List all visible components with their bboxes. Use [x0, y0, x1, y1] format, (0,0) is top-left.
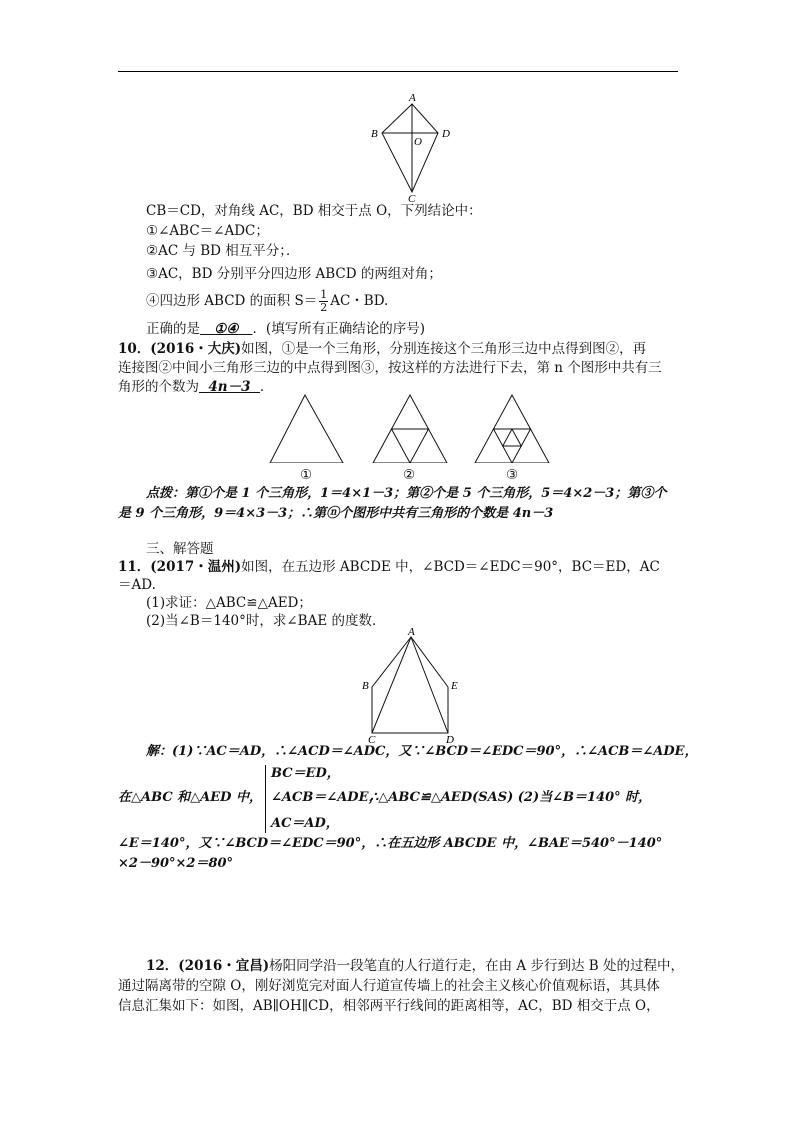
- q10-line3: [118, 378, 273, 396]
- q10-text3-suffix: ．: [259, 379, 274, 395]
- q12-line1: [146, 957, 684, 975]
- q12-line2: 通过隔离带的空隙 O，刚好浏览完对面人行道宣传墙上的社会主义核心价值观标语，其具体: [118, 978, 660, 994]
- q9-answer-line: [146, 320, 425, 338]
- q10-hint-line2: 是 9 个三角形，9＝4×3－3；∴第ⓝ个图形中共有三角形的个数是 4n－3: [118, 506, 554, 521]
- q9-option-4-suffix: AC・BD.: [330, 293, 389, 309]
- q10-answer: [199, 379, 260, 395]
- q11-part1: (1)求证：△ABC≌△AED；: [146, 595, 312, 611]
- segment-ad: [411, 637, 448, 733]
- q11-solution-line4: ×2－90°×2＝80°: [118, 856, 234, 871]
- q9-option-4: [146, 289, 388, 314]
- q12-line3: 信息汇集如下：如图，AB∥OH∥CD，相邻两平行线间的距离相等，AC，BD 相交于点 O，: [118, 998, 660, 1014]
- q12-text1: 杨阳同学沿一段笔直的人行道行走，在由 A 步行到达 B 处的过程中，: [269, 958, 684, 974]
- kite-figure: [360, 90, 470, 205]
- q11-solution-line2-prefix: 在△ABC 和△AED 中，: [118, 790, 262, 805]
- q9-option-4-prefix: ④四边形 ABCD 的面积 S＝: [146, 293, 318, 309]
- q9-answer-prefix: 正确的是: [146, 321, 200, 337]
- kite-label-b: B: [371, 128, 378, 140]
- q9-answer-value: ①④: [214, 321, 239, 337]
- q10-line1: [118, 340, 646, 358]
- triangles-figure: [265, 393, 555, 463]
- triangle-1: [270, 395, 343, 463]
- q9-answer: [200, 321, 252, 337]
- pentagon-outline: [372, 637, 448, 733]
- q9-option-2: ②AC 与 BD 相互平分；．: [146, 243, 300, 259]
- pentagon-label-c: C: [368, 734, 376, 745]
- pentagon-label-b: B: [362, 680, 369, 692]
- fraction-denominator: 2: [320, 301, 328, 314]
- q11-line1: [118, 558, 660, 576]
- q11-brace-line2: ∠ACB＝∠ADE，: [271, 790, 382, 805]
- q10-hint-line1: 点拨：第①个是 1 个三角形，1＝4×1－3；第②个是 5 个三角形，5＝4×2－3；第③个: [146, 486, 667, 501]
- kite-label-o: O: [414, 136, 422, 148]
- q9-fraction: [319, 289, 328, 314]
- q11-line2: ＝AD.: [118, 577, 156, 593]
- pentagon-label-a: A: [408, 626, 415, 638]
- triangle-3-inner-2: [503, 429, 522, 446]
- fig-label-3: ③: [506, 467, 519, 483]
- fig-label-1: ①: [300, 467, 313, 483]
- q9-line1: CB＝CD，对角线 AC，BD 相交于点 O，下列结论中：: [146, 203, 482, 219]
- q11-brace-line1: BC＝ED，: [271, 766, 340, 781]
- kite-label-d: D: [442, 128, 450, 140]
- q11-brace-line3: AC＝AD，: [271, 816, 339, 831]
- kite-label-a: A: [409, 92, 416, 104]
- header-rule: [118, 71, 678, 72]
- segment-ac: [372, 637, 411, 733]
- pentagon-label-d: D: [446, 734, 454, 745]
- fig-label-2: ②: [403, 467, 416, 483]
- q11-solution-line2-suffix: ∴△ABC≌△AED(SAS) (2)当∠B＝140° 时，: [370, 790, 652, 805]
- fraction-numerator: 1: [320, 288, 328, 301]
- pentagon-label-e: E: [451, 680, 458, 692]
- q9-answer-suffix: ．(填写所有正确结论的序号): [252, 321, 425, 337]
- kite-label-c: C: [408, 193, 416, 205]
- q10-text1: 如图，①是一个三角形，分别连接这个三角形三边中点得到图②，再: [241, 341, 647, 357]
- q10-text3-prefix: 角形的个数为: [118, 379, 199, 395]
- pentagon-figure: [360, 625, 470, 745]
- q11-number: 11．(2017・温州): [118, 559, 242, 575]
- q11-solution-line3: ∠E＝140°，又∵∠BCD＝∠EDC＝90°，∴在五边形 ABCDE 中，∠BAE＝540°－140°: [118, 836, 663, 851]
- triangle-2-inner: [392, 429, 429, 463]
- q12-number: 12．(2016・宜昌): [146, 958, 270, 974]
- section-heading: 三、解答题: [146, 541, 214, 557]
- q9-option-1: ①∠ABC＝∠ADC；: [146, 223, 269, 239]
- q9-option-3: ③AC，BD 分别平分四边形 ABCD 的两组对角；: [146, 266, 442, 282]
- q10-number: 10．(2016・大庆): [118, 341, 242, 357]
- kite-outline: [382, 104, 438, 192]
- q10-line2: 连接图②中间小三角形三边的中点得到图③，按这样的方法进行下去，第 n 个图形中共有三: [118, 360, 662, 376]
- q11-part2: (2)当∠B＝140°时，求∠BAE 的度数．: [146, 613, 386, 629]
- q11-text1: 如图，在五边形 ABCDE 中，∠BCD＝∠EDC＝90°，BC＝ED，AC: [241, 559, 660, 575]
- q10-answer-value: 4n－3: [208, 379, 251, 395]
- q11-solution-line1: 解：(1)∵AC＝AD，∴∠ACD＝∠ADC，又∵∠BCD＝∠EDC＝90°，∴∠ACB＝∠ADE，: [146, 744, 698, 759]
